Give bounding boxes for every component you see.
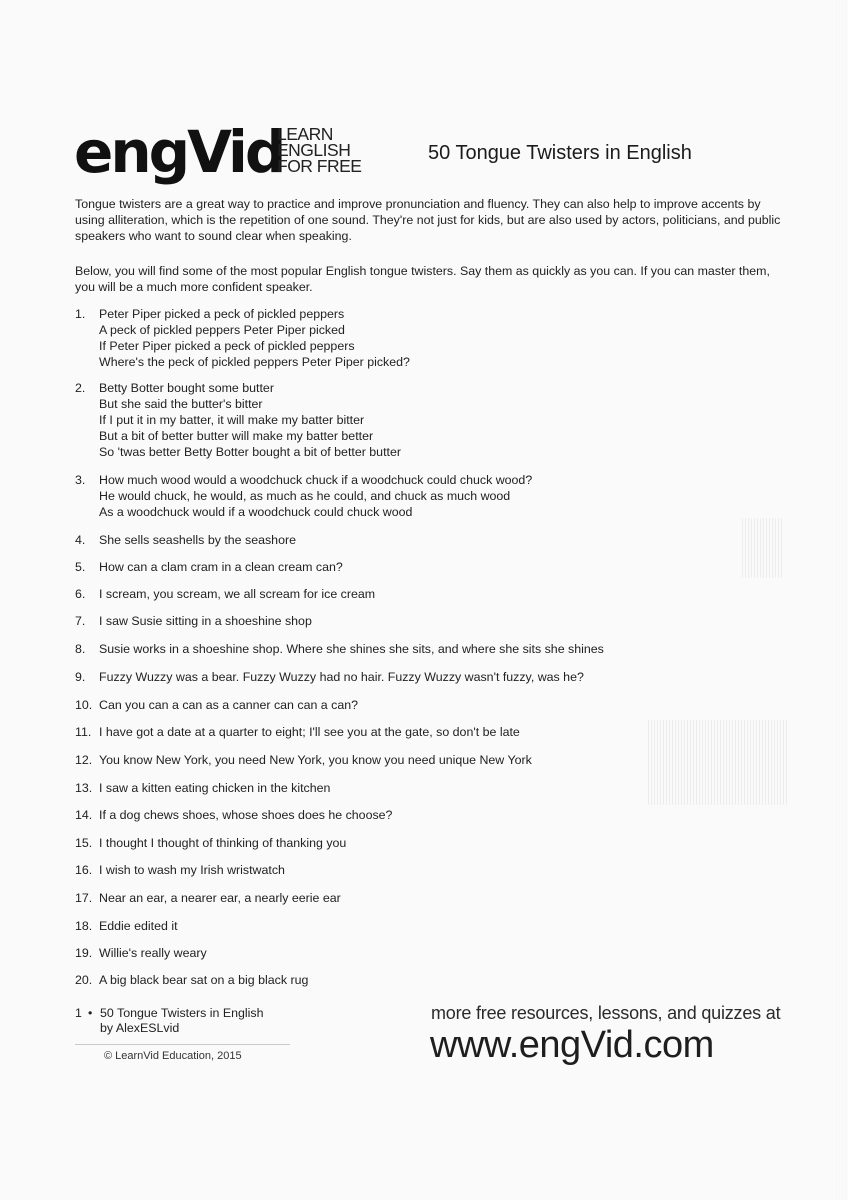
logo-wordmark: engVid [74, 118, 284, 186]
list-number: 3. [75, 473, 86, 487]
twister-line: Susie works in a shoeshine shop. Where she shines she sits, and where she sits she shines [99, 642, 604, 656]
list-number: 20. [75, 973, 93, 987]
page-title: 50 Tongue Twisters in English [428, 142, 692, 164]
twister-text [99, 472, 532, 520]
twister-line: You know New York, you need New York, you know you need unique New York [99, 753, 532, 767]
list-number: 15. [75, 836, 93, 850]
twister-line: Fuzzy Wuzzy was a bear. Fuzzy Wuzzy had no hair. Fuzzy Wuzzy wasn't fuzzy, was he? [99, 670, 584, 684]
twister-text [99, 752, 532, 768]
twister-line: A peck of pickled peppers Peter Piper picked [99, 323, 345, 337]
list-number: 7. [75, 614, 86, 628]
scan-noise [836, 0, 848, 1200]
copyright-notice: © LearnVid Education, 2015 [104, 1050, 242, 1062]
list-number: 16. [75, 863, 93, 877]
twister-line: As a woodchuck would if a woodchuck could chuck wood [99, 505, 413, 519]
twister-line: I have got a date at a quarter to eight; I'll see you at the gate, so don't be late [99, 725, 520, 739]
twister-text [99, 890, 341, 906]
twister-line: If a dog chews shoes, whose shoes does he choose? [99, 808, 393, 822]
list-number: 11. [75, 725, 92, 739]
logo-tagline-line: FOR FREE [277, 156, 362, 176]
list-number: 1. [75, 307, 86, 321]
twister-line: So 'twas better Betty Botter bought a bit of better butter [99, 445, 401, 459]
twister-line: How much wood would a woodchuck chuck if a woodchuck could chuck wood? [99, 473, 533, 487]
twister-text [99, 532, 296, 548]
list-number: 17. [75, 891, 93, 905]
twister-line: Betty Botter bought some butter [99, 381, 274, 395]
twister-line: Near an ear, a nearer ear, a nearly eerie ear [99, 891, 341, 905]
list-number: 14. [75, 808, 93, 822]
twister-text [99, 918, 178, 934]
twister-text [99, 586, 375, 602]
twister-text [99, 380, 401, 460]
bullet-separator: • [88, 1006, 93, 1020]
logo-tagline-line: ENGLISH [277, 140, 351, 160]
twister-text [99, 862, 285, 878]
twister-text [99, 835, 346, 851]
twister-line: She sells seashells by the seashore [99, 533, 296, 547]
footer-author: by AlexESLvid [100, 1021, 180, 1035]
twister-text [99, 945, 207, 961]
twister-text [99, 807, 392, 823]
list-number: 2. [75, 381, 86, 395]
website-link[interactable]: www.engVid.com [430, 1024, 714, 1066]
intro-paragraph: Below, you will find some of the most popular English tongue twisters. Say them as quickly as you can. If you can master them, you will be a much more confident speaker. [75, 264, 770, 294]
twister-line: I saw a kitten eating chicken in the kitchen [99, 781, 331, 795]
twister-text [99, 780, 330, 796]
twister-line: Peter Piper picked a peck of pickled peppers [99, 307, 345, 321]
footer-divider [75, 1044, 290, 1045]
list-number: 6. [75, 587, 86, 601]
twister-text [99, 306, 410, 370]
footer-doc-title: 50 Tongue Twisters in English [100, 1006, 264, 1020]
twister-line: But she said the butter's bitter [99, 397, 263, 411]
list-number: 13. [75, 781, 93, 795]
logo-tagline [277, 126, 361, 174]
list-number: 9. [75, 670, 86, 684]
twister-text [99, 641, 604, 657]
logo-tagline-line: LEARN [277, 124, 333, 144]
page-number: 1 [75, 1006, 82, 1020]
twister-text [99, 724, 520, 740]
list-number: 12. [75, 753, 93, 767]
twister-line: How can a clam cram in a clean cream can? [99, 560, 343, 574]
intro-paragraph: Tongue twisters are a great way to practice and improve pronunciation and fluency. They can also help to improve accents by using alliteration, which is the repetition of one sound. They're not just for kids, but are also used by actors, politicians, and public speakers who want to sound clear when speaking. [75, 197, 781, 243]
twister-line: He would chuck, he would, as much as he could, and chuck as much wood [99, 489, 511, 503]
twister-line: If I put it in my batter, it will make my batter bitter [99, 413, 365, 427]
twister-line: If Peter Piper picked a peck of pickled peppers [99, 339, 355, 353]
twister-line: I scream, you scream, we all scream for ice cream [99, 587, 376, 601]
twister-text [99, 972, 308, 988]
scan-noise [648, 720, 788, 805]
list-number: 5. [75, 560, 86, 574]
list-number: 19. [75, 946, 93, 960]
list-number: 10. [75, 698, 93, 712]
twister-line: Can you can a can as a canner can can a can? [99, 698, 358, 712]
resources-text: more free resources, lessons, and quizzes at [431, 1003, 781, 1023]
twister-text [99, 669, 584, 685]
twister-line: Eddie edited it [99, 919, 178, 933]
twister-line: I saw Susie sitting in a shoeshine shop [99, 614, 312, 628]
twister-line: Where's the peck of pickled peppers Peter Piper picked? [99, 355, 410, 369]
list-number: 18. [75, 919, 93, 933]
twister-line: I wish to wash my Irish wristwatch [99, 863, 285, 877]
twister-line: Willie's really weary [99, 946, 207, 960]
twister-text [99, 559, 343, 575]
twister-line: A big black bear sat on a big black rug [99, 973, 309, 987]
twister-line: I thought I thought of thinking of thanking you [99, 836, 347, 850]
list-number: 4. [75, 533, 86, 547]
list-number: 8. [75, 642, 86, 656]
twister-text [99, 697, 358, 713]
twister-line: But a bit of better butter will make my batter better [99, 429, 374, 443]
twister-text [99, 613, 312, 629]
scan-noise [742, 518, 782, 578]
